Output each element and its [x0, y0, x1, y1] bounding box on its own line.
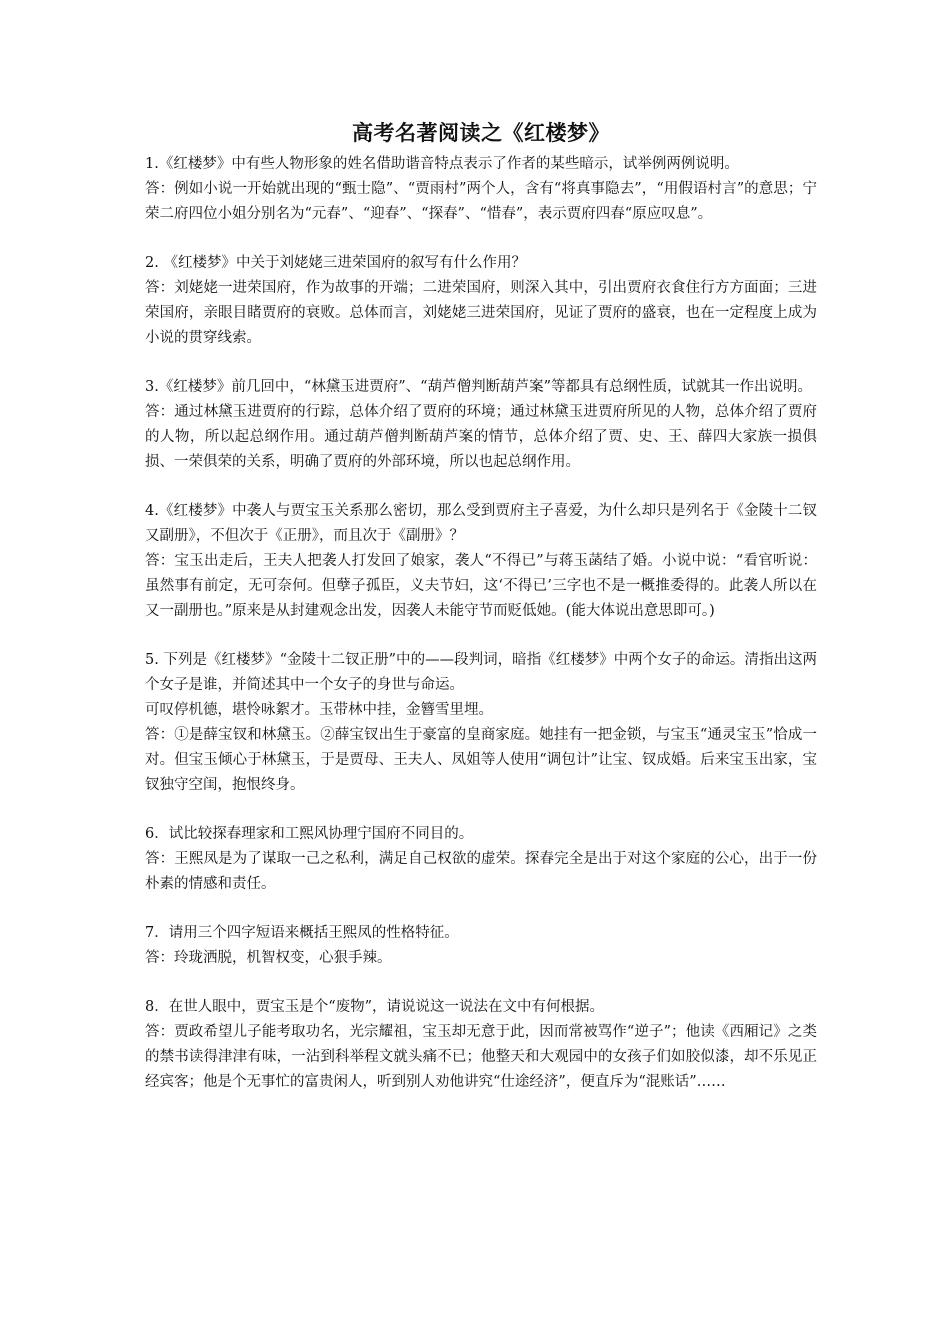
- answer-text: 答：①是薛宝钗和林黛玉。②薛宝钗出生于豪富的皇商家庭。她挂有一把金锁，与宝玉“通灵宝玉”恰成一对。但宝玉倾心于林黛玉，于是贾母、王夫人、凤姐等人使用“调包计”让宝、钗成婚。后来宝玉出家，宝钗独守空闺，抱恨终身。: [145, 727, 817, 793]
- question-5: [145, 648, 817, 798]
- question-7: [145, 921, 817, 971]
- answer-text: 答：例如小说一开始就出现的“甄士隐”、“贾雨村”两个人，含有“将真事隐去”，“用假语村言”的意思；宁荣二府四位小姐分别名为“元春”、“迎春”、“探春”、“惜春”，表示贾府四春“原应叹息”。: [145, 181, 817, 222]
- answer-text: 答：玲珑洒脱，机智权变，心狠手辣。: [145, 950, 392, 966]
- answer-text: 答：宝玉出走后，王夫人把袭人打发回了娘家，袭人“不得已”与蒋玉菡结了婚。小说中说：“看官听说：虽然事有前定，无可奈何。但孽子孤臣，义夫节妇，这‘不得已’三字也不是一概推委得的。此袭人所以在又一副册也。”原来是从封建观念出发，因袭人未能守节而贬低她。(能大体说出意思即可。): [145, 553, 817, 619]
- poem-text: 可叹停机德，堪怜咏絮才。玉带林中挂，金簪雪里埋。: [145, 702, 493, 718]
- answer-text: 答：王熙凤是为了谋取一己之私利，满足自己权欲的虚荣。探春完全是出于对这个家庭的公心，出于一份朴素的情感和责任。: [145, 851, 817, 892]
- document-title: 高考名著阅读之《红楼梦》: [352, 121, 610, 145]
- question-4: [145, 499, 817, 624]
- question-8: [145, 995, 817, 1095]
- question-text: 3.《红楼梦》前几回中，“林黛玉进贾府”、“葫芦僧判断葫芦案”等都具有总纲性质，试就其一作出说明。: [145, 379, 812, 395]
- question-1: [145, 152, 817, 227]
- document-page: [145, 118, 817, 1119]
- question-2: [145, 251, 817, 351]
- question-text: 7．请用三个四字短语来概括王熙凤的性格特征。: [145, 925, 459, 941]
- answer-text: 答：刘姥姥一进荣国府，作为故事的开端；二进荣国府，则深入其中，引出贾府衣食住行方方面面；三进荣国府，亲眼目睹贾府的衰败。总体而言，刘姥姥三进荣国府，见证了贾府的盛衰，也在一定程度上成为小说的贯穿线索。: [145, 280, 817, 346]
- question-3: [145, 375, 817, 475]
- answer-text: 答：通过林黛玉进贾府的行踪，总体介绍了贾府的环境；通过林黛玉进贾府所见的人物，总体介绍了贾府的人物，所以起总纲作用。通过葫芦僧判断葫芦案的情节，总体介绍了贾、史、王、薛四大家族一损俱损、一荣俱荣的关系，明确了贾府的外部环境，所以也起总纲作用。: [145, 404, 817, 470]
- question-text: 4.《红楼梦》中袭人与贾宝玉关系那么密切，那么受到贾府主子喜爱，为什么却只是列名于《金陵十二钗又副册》，不但次于《正册》，而且次于《副册》？: [145, 503, 817, 544]
- question-6: [145, 822, 817, 897]
- question-text: 5. 下列是《红楼梦》“金陵十二钗正册”中的——段判词，暗指《红楼梦》中两个女子的命运。清指出这两个女子是谁，并简述其中一个女子的身世与命运。: [145, 652, 817, 693]
- question-text: 2. 《红楼梦》中关于刘姥姥三进荣国府的叙写有什么作用？: [145, 255, 526, 271]
- question-text: 8．在世人眼中，贾宝玉是个“废物”，请说说这一说法在文中有何根据。: [145, 999, 605, 1015]
- answer-text: 答：贾政希望儿子能考取功名，光宗耀祖，宝玉却无意于此，因而常被骂作“逆子”；他读《西厢记》之类的禁书读得津津有味，一沾到科举程文就头痛不已；他整天和大观园中的女孩子们如胶似漆，却不乐见正经宾客；他是个无事忙的富贵闲人，听到别人劝他讲究“仕途经济”，便直斥为“混账话”……: [145, 1024, 817, 1090]
- question-text: 6．试比较探春理家和工熙风协理宁国府不同目的。: [145, 826, 474, 842]
- question-text: 1.《红楼梦》中有些人物形象的姓名借助谐音特点表示了作者的某些暗示，试举例两例说明。: [145, 156, 739, 172]
